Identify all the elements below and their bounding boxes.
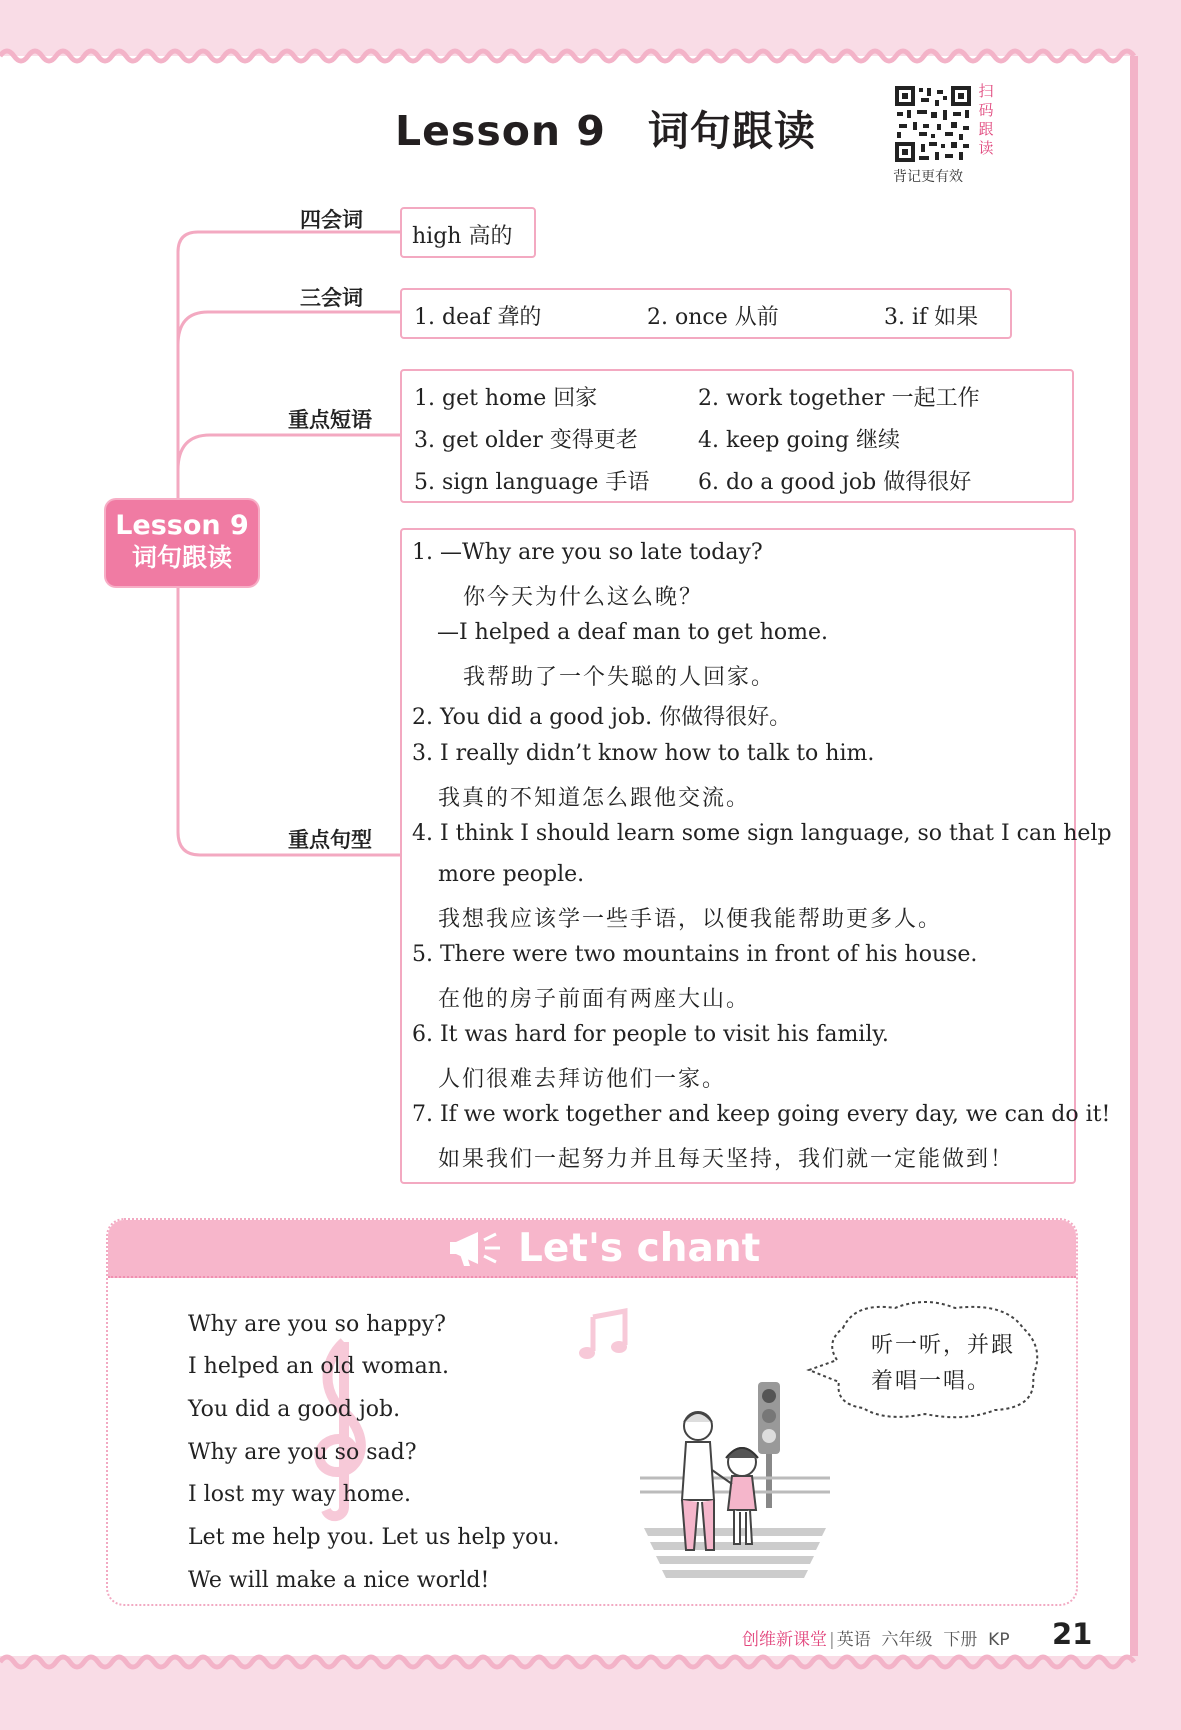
footer-edition: KP: [988, 1630, 1010, 1650]
chant-line: We will make a nice world!: [188, 1568, 490, 1593]
sentence-line: 1. —Why are you so late today?: [412, 540, 763, 565]
sentence-line: 5. There were two mountains in front of his house.: [412, 942, 978, 967]
top-wave-border: [0, 44, 1181, 68]
sentence-line: 7. If we work together and keep going every day, we can do it!: [412, 1102, 1111, 1127]
sentence-translation: 我真的不知道怎么跟他交流。: [438, 786, 751, 811]
sentence-line: —I helped a deaf man to get home.: [437, 620, 828, 645]
qr-side-char: 扫: [978, 82, 994, 100]
phrase-item: 5. sign language 手语: [414, 470, 650, 495]
sentence-translation: 如果我们一起努力并且每天坚持，我们就一定能做到！: [438, 1147, 1015, 1172]
key-phrases-box: [400, 369, 1074, 503]
sentence-line: 4. I think I should learn some sign language, so that I can help: [412, 821, 1112, 846]
phrase-item: 4. keep going 继续: [698, 428, 901, 453]
phrase-item: 3. get older 变得更老: [414, 428, 638, 453]
footer-info: 创维新课堂 | 英语 六年级 下册 KP: [742, 1630, 1010, 1650]
megaphone-icon: [448, 1226, 508, 1270]
word-item: 1. deaf 聋的: [414, 305, 542, 330]
bubble-line: 着唱一唱。: [871, 1369, 992, 1394]
phrase-item: 2. work together 一起工作: [698, 386, 980, 411]
crosswalk-illustration: [640, 1380, 830, 1580]
qr-caption: 背记更有效: [893, 169, 963, 185]
footer-volume: 下册: [943, 1630, 978, 1650]
sentence-translation: 你今天为什么这么晚？: [463, 585, 704, 610]
hub-line2: 词句跟读: [131, 543, 232, 572]
bubble-line: 听一听，并跟: [871, 1333, 1016, 1358]
sentence-translation: 在他的房子前面有两座大山。: [438, 987, 751, 1012]
chant-line: Why are you so sad?: [188, 1440, 417, 1465]
chant-line: I helped an old woman.: [188, 1354, 449, 1379]
sentence-line: 2. You did a good job. 你做得很好。: [412, 705, 792, 730]
qr-side-char: 读: [978, 139, 994, 157]
label-key-phrases: 重点短语: [288, 408, 372, 432]
chant-title: Let's chant: [518, 1226, 761, 1271]
chant-line: I lost my way home.: [188, 1482, 412, 1507]
phrase-item: 6. do a good job 做得很好: [698, 470, 972, 495]
sentence-translation: 人们很难去拜访他们一家。: [438, 1067, 727, 1092]
label-three-skill-words: 三会词: [300, 286, 363, 310]
music-note-icon: [575, 1305, 635, 1365]
three-skill-words-box: [400, 288, 1012, 339]
word-item: 2. once 从前: [647, 305, 779, 330]
qr-side-char: 码: [978, 101, 994, 119]
qr-side-label: [975, 82, 997, 158]
sentence-line: 6. It was hard for people to visit his family.: [412, 1022, 889, 1047]
bottom-wave-border: [0, 1650, 1181, 1674]
speech-bubble-text: [871, 1328, 1031, 1400]
chant-header: [108, 1220, 1076, 1278]
label-four-skill-words: 四会词: [300, 208, 363, 232]
sentence-translation: 我帮助了一个失聪的人回家。: [463, 665, 776, 690]
word-item: 3. if 如果: [884, 305, 979, 330]
page-number: 21: [1052, 1617, 1093, 1651]
page-title: Lesson 9 词句跟读: [395, 107, 816, 155]
label-key-sentences: 重点句型: [288, 828, 372, 852]
chant-line: You did a good job.: [188, 1397, 401, 1422]
qr-side-char: 跟: [978, 120, 994, 138]
footer-subject: 英语: [836, 1630, 871, 1650]
qr-code-icon[interactable]: [893, 84, 973, 164]
hub-line1: Lesson 9: [115, 510, 249, 541]
sentence-line: 3. I really didn’t know how to talk to him.: [412, 741, 875, 766]
lesson-hub-badge: [106, 500, 258, 586]
word-item: high 高的: [412, 224, 513, 249]
chant-line: Let me help you. Let us help you.: [188, 1525, 560, 1550]
four-skill-words-box: [400, 207, 536, 258]
sentence-translation: 我想我应该学一些手语，以便我能帮助更多人。: [438, 907, 943, 932]
sentence-line: more people.: [438, 862, 585, 887]
footer-grade: 六年级: [881, 1630, 933, 1650]
footer-brand: 创维新课堂: [742, 1630, 827, 1650]
phrase-item: 1. get home 回家: [414, 386, 598, 411]
chant-line: Why are you so happy?: [188, 1312, 446, 1337]
